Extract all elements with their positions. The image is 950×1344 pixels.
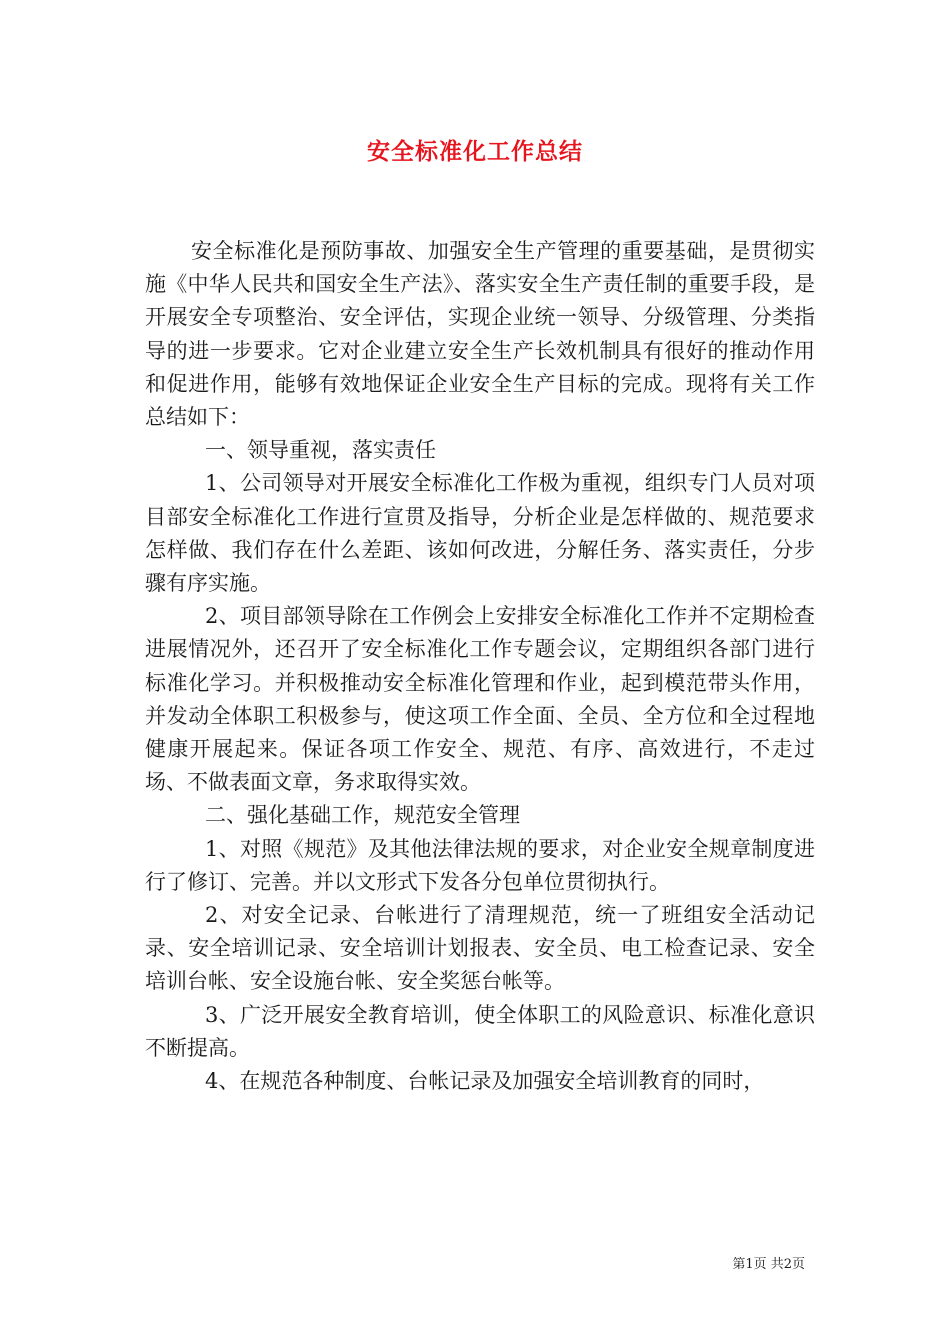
paragraph-1-1: 1、公司领导对开展安全标准化工作极为重视，组织专门人员对项目部安全标准化工作进行宣贯及指导，分析企业是怎样做的、规范要求怎样做、我们存在什么差距、该如何改进，分解任务、落实责任，分步骤有序实施。 [145, 471, 815, 596]
paragraph-2-2: 2、对安全记录、台帐进行了清理规范，统一了班组安全活动记录、安全培训记录、安全培训计划报表、安全员、电工检查记录、安全培训台帐、安全设施台帐、安全奖惩台帐等。 [145, 903, 815, 994]
section-heading-1: 一、领导重视，落实责任 [205, 438, 436, 463]
document-title: 安全标准化工作总结 [367, 139, 583, 165]
section-heading-2: 二、强化基础工作，规范安全管理 [205, 803, 520, 828]
document-body [145, 235, 815, 1098]
paragraph-intro: 安全标准化是预防事故、加强安全生产管理的重要基础，是贯彻实施《中华人民共和国安全生产法》、落实安全生产责任制的重要手段，是开展安全专项整治、安全评估，实现企业统一领导、分级管理、分类指导的进一步要求。它对企业建立安全生产长效机制具有很好的推动作用和促进作用，能够有效地保证企业安全生产目标的完成。现将有关工作总结如下： [145, 239, 815, 430]
paragraph-1-2: 2、项目部领导除在工作例会上安排安全标准化工作并不定期检查进展情况外，还召开了安全标准化工作专题会议，定期组织各部门进行标准化学习。并积极推动安全标准化管理和作业，起到模范带头作用，并发动全体职工积极参与，使这项工作全面、全员、全方位和全过程地健康开展起来。保证各项工作安全、规范、有序、高效进行，不走过场、不做表面文章，务求取得实效。 [145, 604, 815, 795]
page-number: 第1页 共2页 [732, 1257, 805, 1272]
paragraph-2-4: 4、在规范各种制度、台帐记录及加强安全培训教育的同时， [205, 1069, 765, 1094]
paragraph-2-3: 3、广泛开展安全教育培训，使全体职工的风险意识、标准化意识不断提高。 [145, 1002, 815, 1060]
paragraph-2-1: 1、对照《规范》及其他法律法规的要求，对企业安全规章制度进行了修订、完善。并以文形式下发各分包单位贯彻执行。 [145, 836, 815, 894]
